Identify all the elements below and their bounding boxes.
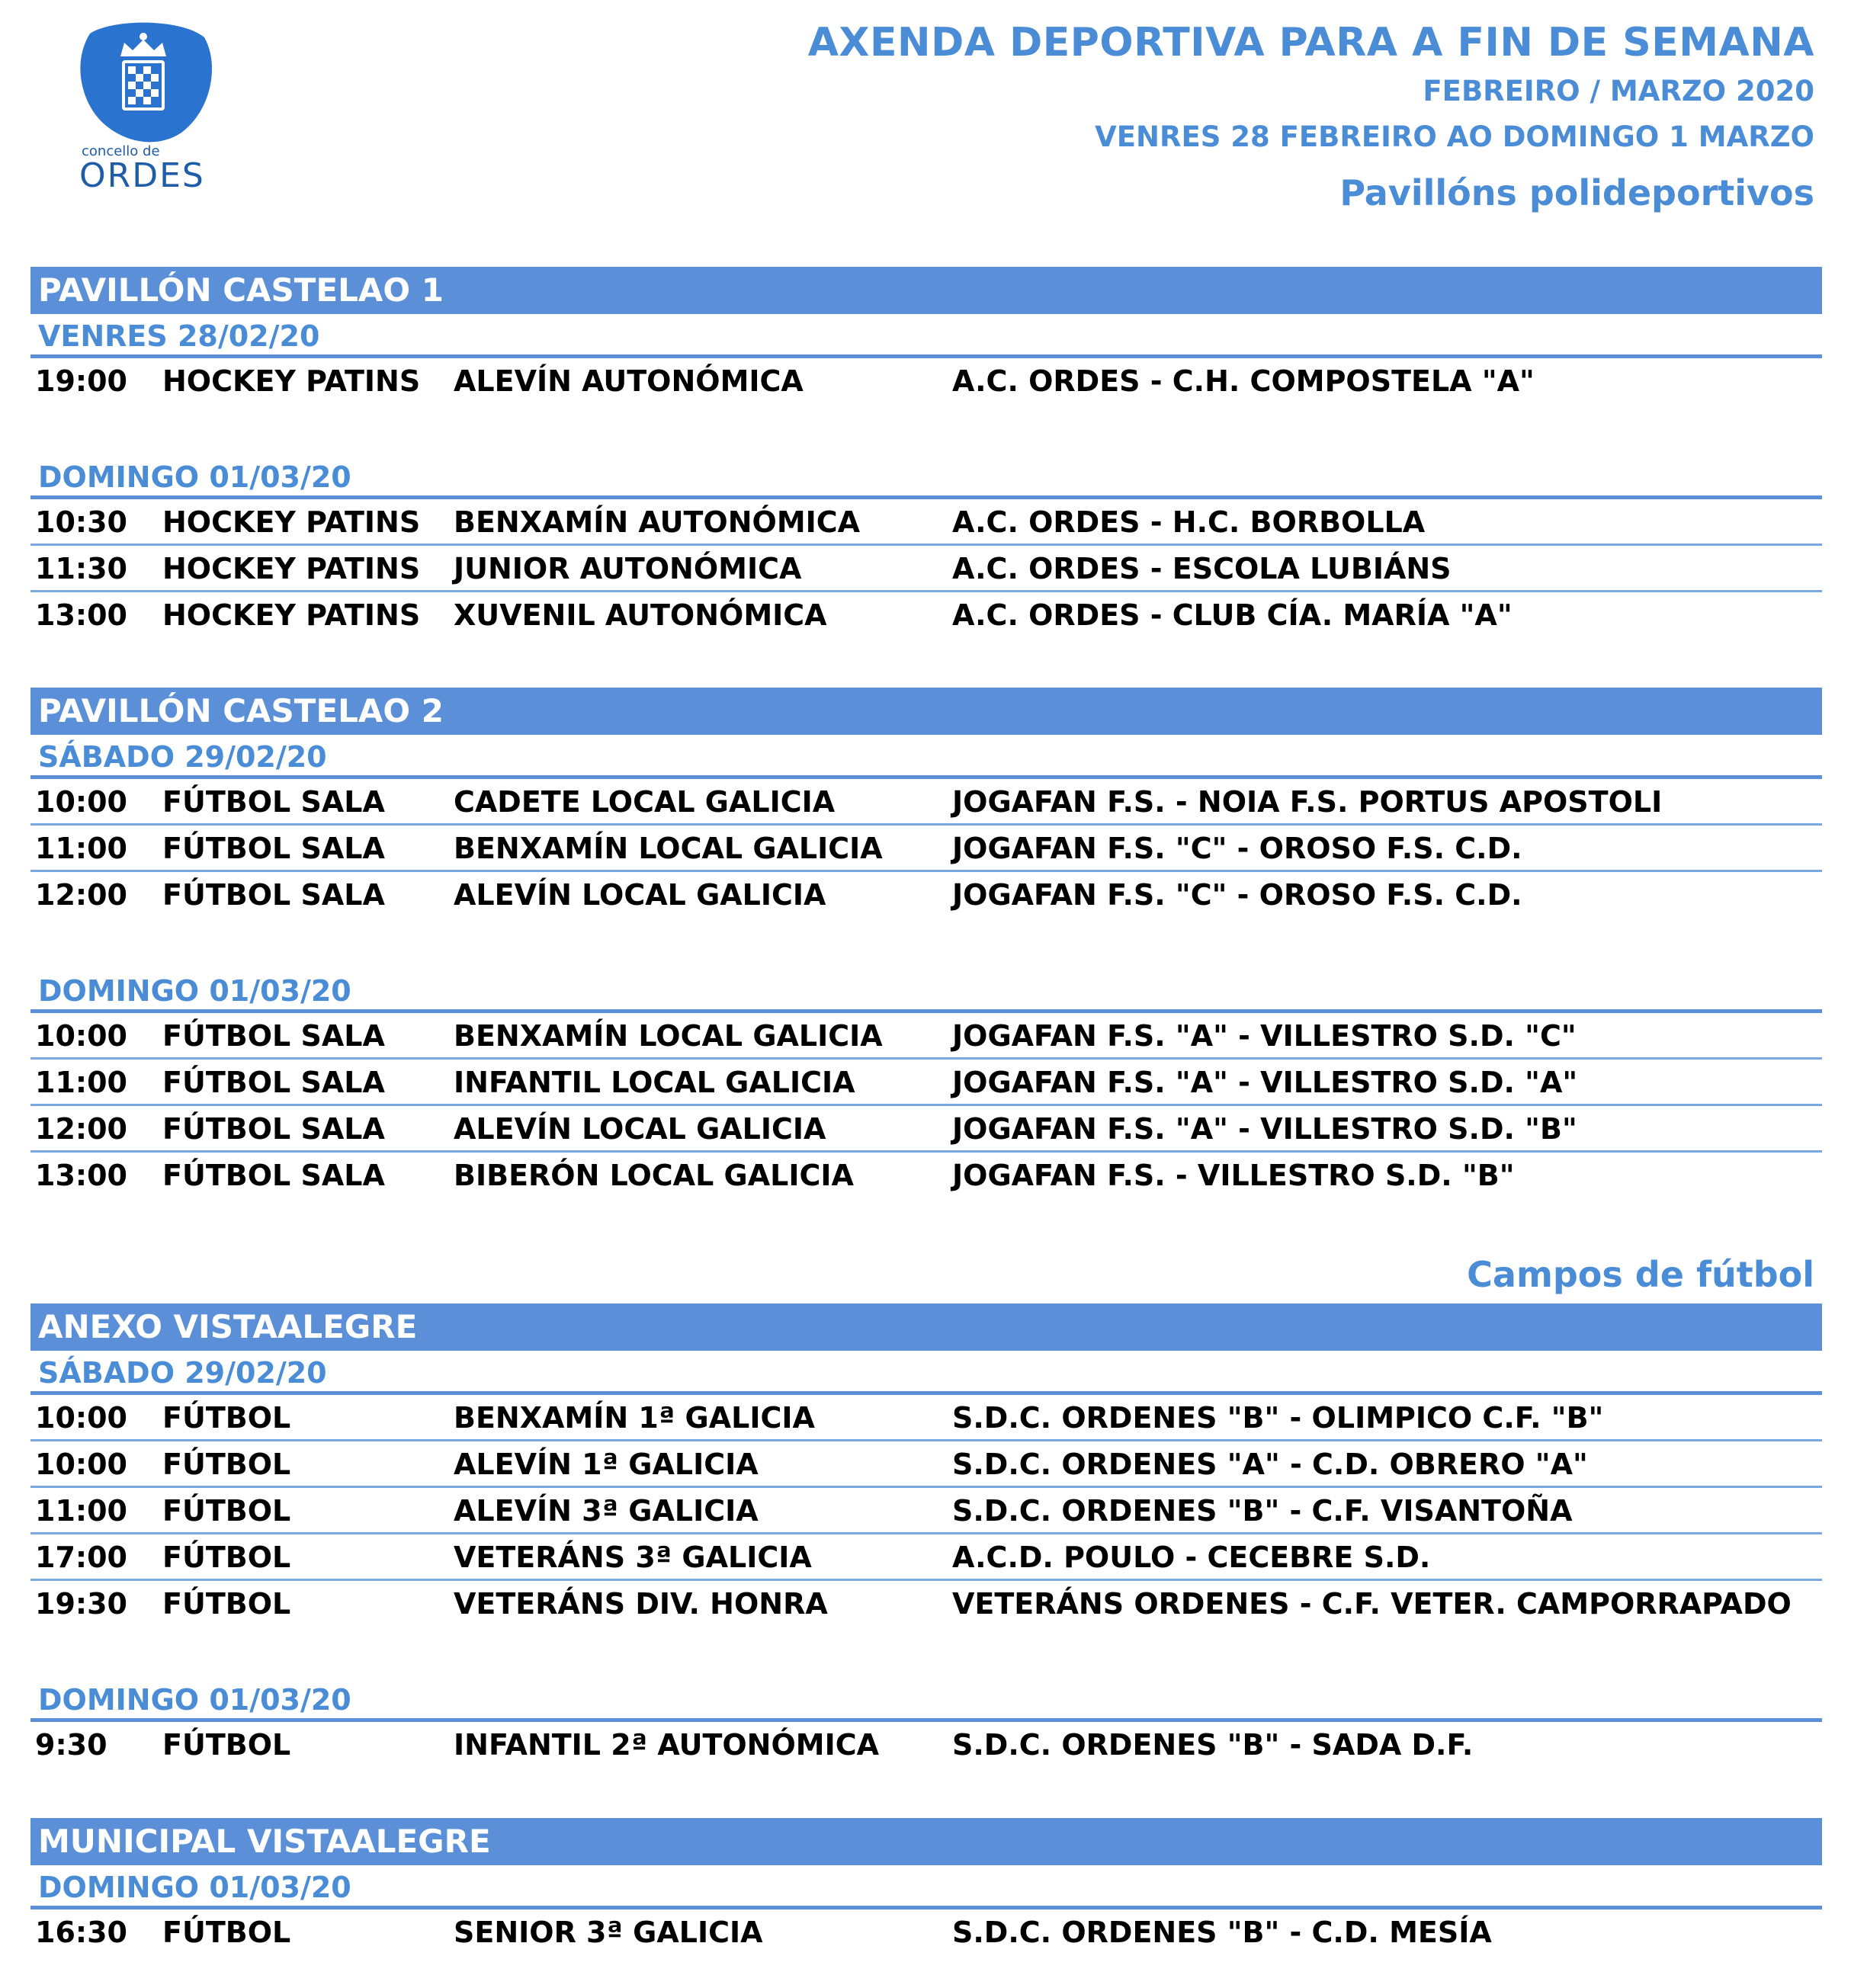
- match-time: 10:30: [35, 505, 127, 539]
- match-row: [30, 826, 1822, 872]
- match-time: 13:00: [35, 1159, 127, 1192]
- shield-logo-icon: [67, 18, 220, 148]
- match-teams: A.C.D. POULO - CECEBRE S.D.: [952, 1541, 1431, 1574]
- match-sport: HOCKEY PATINS: [162, 364, 421, 398]
- match-sport: FÚTBOL SALA: [162, 1159, 385, 1192]
- logo-big-text: ORDES: [79, 156, 205, 195]
- match-teams: S.D.C. ORDENES "B" - OLIMPICO C.F. "B": [952, 1401, 1604, 1435]
- day-header: DOMINGO 01/03/20: [30, 1678, 1822, 1722]
- match-row: [30, 1722, 1822, 1768]
- group-heading-fields: Campos de fútbol: [1467, 1254, 1814, 1295]
- logo-small-text: concello de: [82, 143, 160, 159]
- match-time: 13:00: [35, 598, 127, 632]
- match-category: ALEVÍN LOCAL GALICIA: [454, 878, 826, 912]
- page-subtitle: FEBREIRO / MARZO 2020: [1423, 75, 1814, 107]
- venue-header: PAVILLÓN CASTELAO 2: [30, 688, 1822, 735]
- match-teams: S.D.C. ORDENES "B" - SADA D.F.: [952, 1728, 1474, 1762]
- match-teams: JOGAFAN F.S. "A" - VILLESTRO S.D. "C": [952, 1019, 1577, 1053]
- match-teams: JOGAFAN F.S. "A" - VILLESTRO S.D. "A": [952, 1066, 1578, 1099]
- match-sport: FÚTBOL SALA: [162, 878, 385, 912]
- match-teams: A.C. ORDES - C.H. COMPOSTELA "A": [952, 364, 1535, 398]
- match-teams: JOGAFAN F.S. "C" - OROSO F.S. C.D.: [952, 878, 1522, 912]
- match-category: ALEVÍN 3ª GALICIA: [454, 1494, 759, 1528]
- match-row: [30, 1534, 1822, 1581]
- match-time: 19:00: [35, 364, 127, 398]
- match-sport: FÚTBOL: [162, 1728, 291, 1762]
- match-sport: FÚTBOL SALA: [162, 832, 385, 865]
- match-category: SENIOR 3ª GALICIA: [454, 1916, 763, 1949]
- match-time: 10:00: [35, 1019, 127, 1053]
- venue-header: MUNICIPAL VISTAALEGRE: [30, 1818, 1822, 1865]
- match-row: [30, 872, 1822, 919]
- match-row: [30, 1153, 1822, 1199]
- match-category: INFANTIL 2ª AUTONÓMICA: [454, 1728, 880, 1762]
- match-teams: JOGAFAN F.S. "C" - OROSO F.S. C.D.: [952, 832, 1522, 865]
- match-sport: FÚTBOL: [162, 1494, 291, 1528]
- match-time: 10:00: [35, 785, 127, 819]
- match-row: [30, 1909, 1822, 1956]
- venue-section: [30, 1818, 1822, 1956]
- match-category: ALEVÍN LOCAL GALICIA: [454, 1112, 826, 1146]
- venue-header: ANEXO VISTAALEGRE: [30, 1303, 1822, 1351]
- group-heading-pavilions: Pavillóns polideportivos: [1339, 172, 1814, 213]
- match-time: 9:30: [35, 1728, 107, 1762]
- match-teams: A.C. ORDES - CLUB CÍA. MARÍA "A": [952, 598, 1513, 632]
- match-category: CADETE LOCAL GALICIA: [454, 785, 836, 819]
- match-category: VETERÁNS DIV. HONRA: [454, 1587, 828, 1621]
- match-category: BENXAMÍN AUTONÓMICA: [454, 505, 861, 539]
- match-row: [30, 779, 1822, 826]
- match-teams: VETERÁNS ORDENES - C.F. VETER. CAMPORRAPADO: [952, 1587, 1792, 1621]
- match-sport: FÚTBOL: [162, 1541, 291, 1574]
- match-time: 11:00: [35, 1494, 127, 1528]
- date-range: VENRES 28 FEBREIRO AO DOMINGO 1 MARZO: [1095, 120, 1814, 153]
- match-row: [30, 499, 1822, 546]
- match-time: 11:00: [35, 832, 127, 865]
- match-time: 10:00: [35, 1448, 127, 1481]
- match-time: 12:00: [35, 878, 127, 912]
- page-title: AXENDA DEPORTIVA PARA A FIN DE SEMANA: [807, 20, 1814, 66]
- match-sport: FÚTBOL: [162, 1448, 291, 1481]
- match-time: 12:00: [35, 1112, 127, 1146]
- match-teams: S.D.C. ORDENES "A" - C.D. OBRERO "A": [952, 1448, 1588, 1481]
- day-header: SÁBADO 29/02/20: [30, 735, 1822, 779]
- match-sport: HOCKEY PATINS: [162, 552, 421, 585]
- match-row: [30, 1106, 1822, 1153]
- venue-section: [30, 688, 1822, 1199]
- match-sport: FÚTBOL SALA: [162, 1066, 385, 1099]
- match-category: BENXAMÍN LOCAL GALICIA: [454, 1019, 883, 1053]
- match-category: INFANTIL LOCAL GALICIA: [454, 1066, 855, 1099]
- venue-header: PAVILLÓN CASTELAO 1: [30, 267, 1822, 314]
- match-sport: FÚTBOL SALA: [162, 1112, 385, 1146]
- match-category: ALEVÍN 1ª GALICIA: [454, 1448, 759, 1481]
- match-teams: A.C. ORDES - H.C. BORBOLLA: [952, 505, 1426, 539]
- match-row: [30, 1060, 1822, 1106]
- match-sport: FÚTBOL: [162, 1587, 291, 1621]
- match-time: 19:30: [35, 1587, 127, 1621]
- match-category: BENXAMÍN 1ª GALICIA: [454, 1401, 815, 1435]
- match-teams: JOGAFAN F.S. "A" - VILLESTRO S.D. "B": [952, 1112, 1577, 1146]
- venue-section: [30, 1303, 1822, 1768]
- match-time: 16:30: [35, 1916, 127, 1949]
- day-header: SÁBADO 29/02/20: [30, 1351, 1822, 1395]
- match-category: VETERÁNS 3ª GALICIA: [454, 1541, 812, 1574]
- match-time: 10:00: [35, 1401, 127, 1435]
- match-sport: FÚTBOL SALA: [162, 785, 385, 819]
- match-category: BIBERÓN LOCAL GALICIA: [454, 1159, 854, 1192]
- day-header: VENRES 28/02/20: [30, 314, 1822, 358]
- match-category: XUVENIL AUTONÓMICA: [454, 598, 827, 632]
- match-sport: HOCKEY PATINS: [162, 598, 421, 632]
- venue-section: [30, 267, 1822, 639]
- match-sport: FÚTBOL SALA: [162, 1019, 385, 1053]
- match-teams: JOGAFAN F.S. - NOIA F.S. PORTUS APOSTOLI: [952, 785, 1663, 819]
- match-category: JUNIOR AUTONÓMICA: [454, 552, 802, 585]
- match-time: 11:30: [35, 552, 127, 585]
- match-teams: JOGAFAN F.S. - VILLESTRO S.D. "B": [952, 1159, 1515, 1192]
- match-sport: FÚTBOL: [162, 1401, 291, 1435]
- match-row: [30, 1488, 1822, 1534]
- day-header: DOMINGO 01/03/20: [30, 455, 1822, 499]
- match-row: [30, 546, 1822, 592]
- match-teams: A.C. ORDES - ESCOLA LUBIÁNS: [952, 552, 1452, 585]
- day-header: DOMINGO 01/03/20: [30, 969, 1822, 1013]
- match-sport: HOCKEY PATINS: [162, 505, 421, 539]
- match-row: [30, 1395, 1822, 1441]
- day-header: DOMINGO 01/03/20: [30, 1865, 1822, 1909]
- match-teams: S.D.C. ORDENES "B" - C.F. VISANTOÑA: [952, 1494, 1573, 1528]
- match-row: [30, 592, 1822, 639]
- match-teams: S.D.C. ORDENES "B" - C.D. MESÍA: [952, 1916, 1492, 1949]
- match-category: BENXAMÍN LOCAL GALICIA: [454, 832, 883, 865]
- match-row: [30, 1013, 1822, 1060]
- match-sport: FÚTBOL: [162, 1916, 291, 1949]
- match-row: [30, 358, 1822, 405]
- match-time: 17:00: [35, 1541, 127, 1574]
- match-row: [30, 1581, 1822, 1627]
- match-time: 11:00: [35, 1066, 127, 1099]
- match-row: [30, 1441, 1822, 1488]
- match-category: ALEVÍN AUTONÓMICA: [454, 364, 804, 398]
